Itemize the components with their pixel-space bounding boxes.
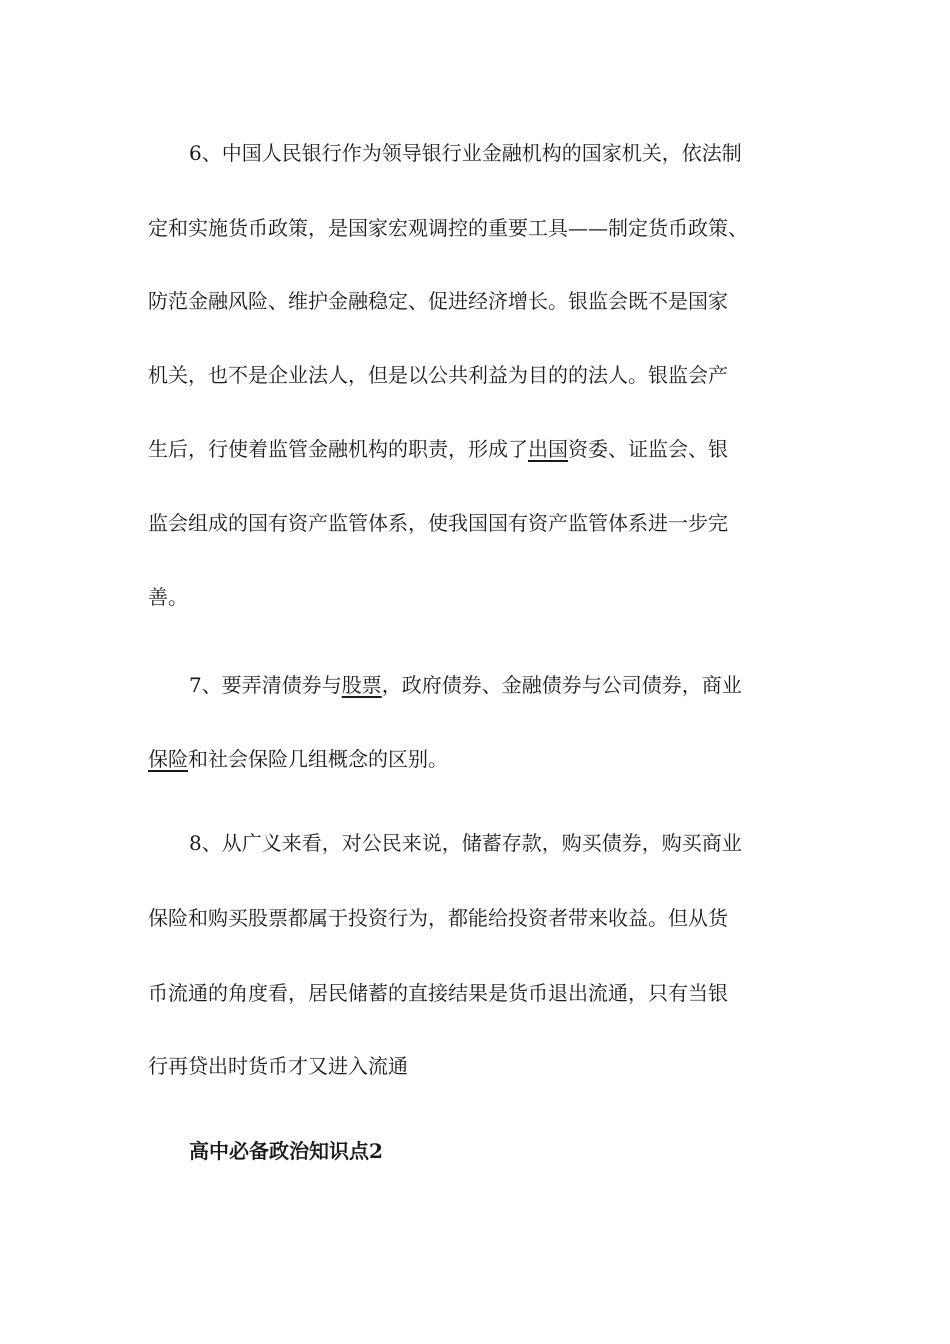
paragraph-6-line-5: [148, 434, 818, 464]
paragraph-6-line-3: 防范金融风险、维护金融稳定、促进经济增长。银监会既不是国家: [148, 289, 728, 313]
paragraph-7-line-1: [189, 670, 859, 700]
paragraph-7-line-1-text-b: ，政府债券、金融债券与公司债券，商业: [381, 673, 742, 697]
link-gupiao[interactable]: 股票: [341, 673, 382, 697]
paragraph-8-line-4: 行再贷出时货币才又进入流通: [148, 1054, 408, 1078]
paragraph-6-line-4: 机关，也不是企业法人，但是以公共利益为目的的法人。银监会产: [148, 363, 728, 387]
paragraph-8-line-1: 8、从广义来看，对公民来说，储蓄存款，购买债券，购买商业: [189, 831, 742, 855]
link-chuguo[interactable]: 出国: [528, 437, 568, 461]
link-baoxian[interactable]: 保险: [148, 747, 188, 771]
section-heading: 高中必备政治知识点2: [189, 1139, 383, 1163]
paragraph-6-line-2: 定和实施货币政策，是国家宏观调控的重要工具——制定货币政策、: [148, 216, 748, 240]
paragraph-6-line-5-text-a: 生后，行使着监管金融机构的职责，形成了: [148, 437, 528, 461]
paragraph-7-line-2-text: 和社会保险几组概念的区别。: [188, 747, 448, 771]
paragraph-7-line-1-text-a: 7、要弄清债券与: [189, 673, 342, 697]
paragraph-8-line-2: 保险和购买股票都属于投资行为，都能给投资者带来收益。但从货: [148, 906, 728, 930]
paragraph-8-line-3: 币流通的角度看，居民储蓄的直接结果是货币退出流通，只有当银: [148, 981, 728, 1005]
paragraph-6-line-6: 监会组成的国有资产监管体系，使我国国有资产监管体系进一步完: [148, 511, 728, 535]
paragraph-6-line-1: 6、中国人民银行作为领导银行业金融机构的国家机关，依法制: [189, 141, 742, 165]
paragraph-6-line-7: 善。: [148, 585, 188, 609]
paragraph-7-line-2: [148, 744, 818, 774]
paragraph-6-line-5-text-b: 资委、证监会、银: [568, 437, 728, 461]
